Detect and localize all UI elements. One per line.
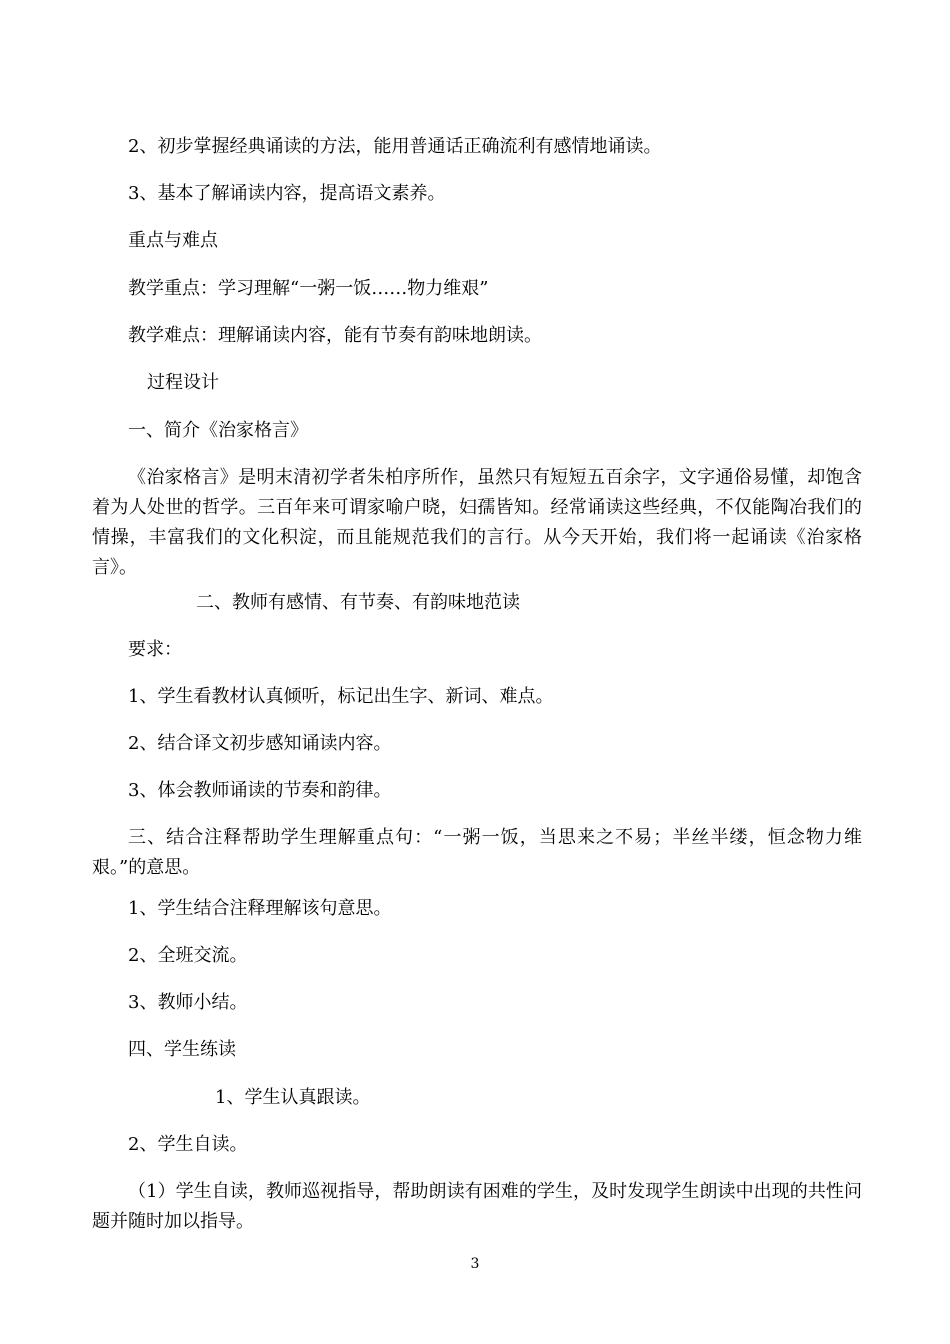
objective-2: 2、初步掌握经典诵读的方法，能用普通话正确流利有感情地诵读。 [128, 136, 662, 157]
heading-process-design: 过程设计 [147, 372, 219, 393]
teaching-focus: 教学重点：学习理解“一粥一饭……物力维艰” [128, 278, 489, 299]
requirement-1: 1、学生看教材认真倾听，标记出生字、新词、难点。 [128, 686, 554, 707]
section-3-step-2: 2、全班交流。 [128, 945, 248, 966]
section-3-paragraph: 三、结合注释帮助学生理解重点句：“一粥一饭，当思来之不易；半丝半缕，恒念物力维艰。”的意思。 [92, 827, 862, 878]
section-4-substep-1: （1）学生自读，教师巡视指导，帮助朗读有困难的学生，及时发现学生朗读中出现的共性问题并随时加以指导。 [92, 1181, 862, 1232]
heading-key-points: 重点与难点 [128, 230, 218, 251]
requirements-label: 要求： [128, 639, 182, 660]
section-1-title: 一、简介《治家格言》 [128, 420, 308, 441]
section-2-title: 二、教师有感情、有节奏、有韵味地范读 [196, 592, 520, 613]
requirement-3: 3、体会教师诵读的节奏和韵律。 [128, 780, 392, 801]
section-3-step-3: 3、教师小结。 [128, 992, 248, 1013]
objective-3: 3、基本了解诵读内容，提高语文素养。 [128, 183, 446, 204]
requirement-2: 2、结合译文初步感知诵读内容。 [128, 733, 392, 754]
section-4-step-2: 2、学生自读。 [128, 1134, 248, 1155]
section-4-title: 四、学生练读 [128, 1039, 236, 1060]
section-1-paragraph: 《治家格言》是明末清初学者朱柏序所作，虽然只有短短五百余字，文字通俗易懂，却饱含着为人处世的哲学。三百年来可谓家喻户晓，妇孺皆知。经常诵读这些经典，不仅能陶冶我们的情操，丰富我们的文化积淀，而且能规范我们的言行。从今天开始，我们将一起诵读《治家格言》。 [92, 467, 862, 578]
section-4-step-1: 1、学生认真跟读。 [215, 1087, 371, 1108]
page-number: 3 [470, 1256, 480, 1272]
section-3-step-1: 1、学生结合注释理解该句意思。 [128, 898, 392, 919]
teaching-difficulty: 教学难点：理解诵读内容，能有节奏有韵味地朗读。 [128, 325, 542, 346]
